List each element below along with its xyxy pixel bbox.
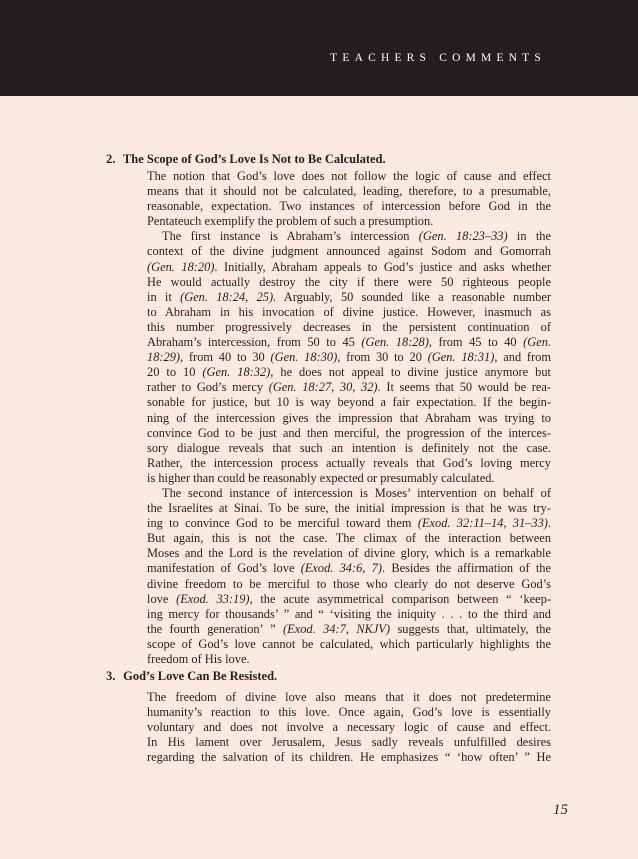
text-run: sory dialogue reveals that such an intention is definitely not the case. (147, 440, 551, 455)
text-run: Pentateuch exemplify the problem of such a presumption. (147, 214, 434, 229)
text-line (147, 561, 551, 576)
text-run: freedom of His love. (147, 652, 250, 666)
text-line (147, 199, 551, 214)
section-number: 3. (106, 669, 116, 683)
scripture-reference: (Gen. 18:24, 25). (180, 289, 277, 304)
text-run: humanity’s reaction to this love. Once again, God’s love is essentially (147, 705, 551, 720)
text-line (147, 750, 551, 765)
text-line (147, 622, 551, 637)
text-run: means that it should not be calculated, leading, therefore, to a presumable, (147, 184, 551, 199)
scripture-reference: (Gen. (523, 335, 552, 350)
text-run: He would actually destroy the city if there were 50 righteous people (147, 274, 551, 289)
text-line (147, 486, 551, 501)
text-line (147, 380, 551, 395)
text-line (147, 441, 551, 456)
scripture-reference: (Exod. 34:7, NKJV) (283, 621, 391, 636)
text-run: 20 to 10 (147, 365, 203, 380)
text-line (147, 244, 551, 259)
text-run: ing to convince God to be merciful toward them (147, 516, 418, 531)
text-run: , the acute asymmetrical comparison between “ ‘keep- (249, 591, 551, 606)
text-run: scope of God’s love cannot be calculated, which particularly highlights the (147, 636, 551, 651)
text-line (147, 260, 551, 275)
text-run: manifestation of God’s love (147, 561, 301, 576)
text-line (147, 365, 551, 380)
section-heading-3 (106, 669, 277, 684)
running-header-title: TEACHERS COMMENTS (330, 52, 546, 64)
text-run: , from 45 to 40 (428, 335, 524, 350)
text-run: The freedom of divine love also means that it does not predetermine (147, 690, 551, 704)
text-run: regarding the salvation of its children. He emphasizes “ ‘how often’ ” He (147, 750, 551, 765)
text-run: . Besides the affirmation of the (382, 561, 551, 576)
text-run: divine freedom to be merciful to those who clearly do not deserve God’s (147, 576, 551, 591)
text-run: ing mercy for thousands’ ” and “ ‘visiting the iniquity . . . to the third and (147, 606, 551, 621)
text-run: love (147, 591, 177, 606)
text-line (147, 471, 551, 486)
text-run: context of the divine judgment announced against Sodom and Gomorrah (147, 244, 551, 259)
scripture-reference: (Exod. 34:6, 7) (300, 561, 382, 576)
text-run: voluntary and does not involve a necessary logic of cause and effect. (147, 720, 551, 735)
text-line (147, 350, 551, 365)
text-line (147, 705, 551, 720)
scripture-reference: (Gen. 18:23–33) (418, 229, 508, 244)
text-line (147, 720, 551, 735)
text-line (147, 320, 551, 335)
text-line (147, 531, 551, 546)
text-line (147, 501, 551, 516)
text-line (147, 516, 551, 531)
text-run: this number progressively decreases in the persistent continuation of (147, 319, 551, 334)
text-run: to Abraham in his invocation of divine justice. However, inasmuch as (147, 304, 551, 319)
text-line (147, 290, 551, 305)
page-number: 15 (553, 802, 568, 818)
scripture-reference: (Gen. 18:28) (361, 335, 429, 350)
text-line (147, 184, 551, 199)
text-line (147, 305, 551, 320)
text-run: But again, this is not the case. The climax of the interaction between (147, 531, 551, 546)
text-run: Arguably, 50 sounded like a reasonable number (276, 289, 551, 304)
scripture-reference: 18:29) (147, 350, 181, 365)
section-body-2 (147, 169, 551, 667)
text-run: In His lament over Jerusalem, Jesus sadly reveals unfulfilled desires (147, 735, 551, 750)
section-title: The Scope of God’s Love Is Not to Be Calculated. (122, 152, 386, 166)
scripture-reference: (Gen. 18:27, 30, 32) (268, 380, 378, 395)
text-run: , from 30 to 20 (337, 350, 428, 365)
text-run: , and from (494, 350, 552, 365)
text-line (147, 607, 551, 622)
section-heading-2 (106, 152, 386, 167)
text-run: The notion that God’s love does not follow the logic of cause and effect (147, 169, 551, 183)
text-run: The first instance is Abraham’s intercession (162, 229, 419, 244)
scripture-reference: (Exod. 32:11–14, 31–33) (417, 516, 548, 531)
section-number: 2. (106, 152, 116, 166)
section-title: God’s Love Can Be Resisted. (123, 669, 278, 683)
text-line (147, 214, 551, 229)
text-line (147, 652, 551, 667)
page-header-bar (0, 0, 638, 96)
scripture-reference: (Gen. 18:20) (147, 259, 215, 274)
text-run: convince God to be just and then merciful, the progression of the interces- (147, 425, 551, 440)
text-run: rather to God’s mercy (147, 380, 269, 395)
text-run: in the (507, 229, 551, 244)
text-line (147, 426, 551, 441)
text-run: reasonable, expectation. Two instances of intercession before God in the (147, 199, 551, 214)
scripture-reference: (Gen. 18:30) (270, 350, 338, 365)
text-line (147, 275, 551, 290)
text-line (147, 169, 551, 184)
scripture-reference: (Gen. 18:31) (427, 350, 495, 365)
text-line (147, 690, 551, 705)
scripture-reference: (Exod. 33:19) (176, 591, 250, 606)
text-run: , from 40 to 30 (180, 350, 271, 365)
text-line (147, 592, 551, 607)
text-line (147, 546, 551, 561)
text-run: Moses and the Lord is the revelation of divine glory, which is a remarkable (147, 546, 551, 561)
text-line (147, 456, 551, 471)
text-run: Rather, the intercession process actually reveals that God’s loving mercy (147, 455, 551, 470)
text-line (147, 229, 551, 244)
text-line (147, 637, 551, 652)
section-body-3 (147, 690, 551, 765)
text-run: . (547, 516, 551, 531)
text-run: suggests that, ultimately, the (390, 621, 552, 636)
text-run: , he does not appeal to divine justice anymore but (270, 365, 551, 380)
text-line (147, 577, 551, 592)
text-run: in it (147, 289, 181, 304)
text-run: . Initially, Abraham appeals to God’s justice and asks whether (214, 259, 551, 274)
text-line (147, 411, 551, 426)
text-run: sonable for justice, but 10 is way beyond a fair expectation. If the begin- (147, 395, 551, 410)
text-run: the Israelites at Sinai. To be sure, the initial impression is that he was try- (147, 501, 551, 516)
text-run: the fourth generation’ ” (147, 621, 284, 636)
text-run: The second instance of intercession is Moses’ intervention on behalf of (162, 485, 551, 500)
text-line (147, 335, 551, 350)
text-line (147, 735, 551, 750)
text-run: . It seems that 50 would be rea- (377, 380, 552, 395)
scripture-reference: (Gen. 18:32) (202, 365, 271, 380)
text-run: is higher than could be reasonably expected or presumably calculated. (147, 470, 495, 485)
text-run: ning of the intercession gives the impression that Abraham was trying to (147, 410, 551, 425)
text-line (147, 395, 551, 410)
text-run: Abraham’s intercession, from 50 to 45 (147, 335, 362, 350)
